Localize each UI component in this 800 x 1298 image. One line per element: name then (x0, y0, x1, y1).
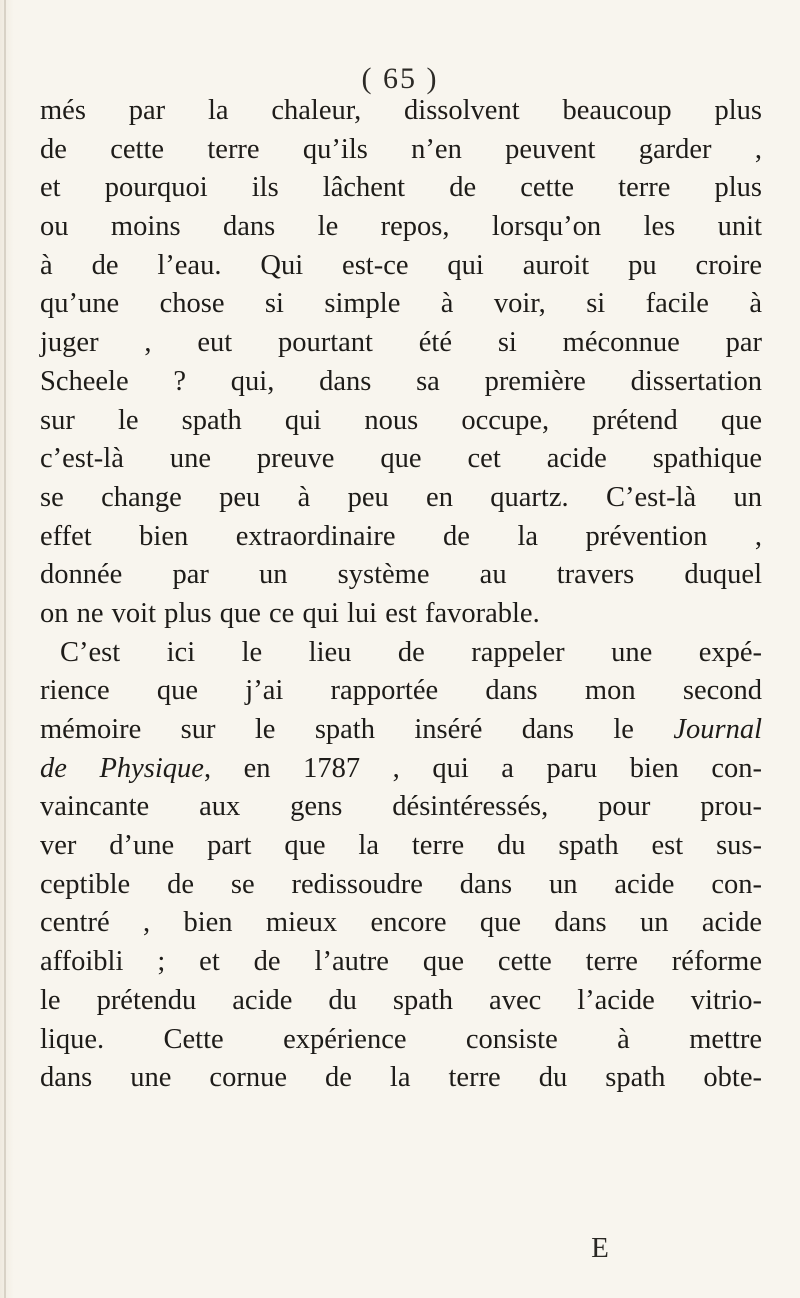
text-line: rience que j’ai rapportée dans mon second (40, 675, 762, 707)
text-line: juger , eut pourtant été si méconnue par (40, 327, 762, 359)
text-line: Scheele ? qui, dans sa première dissertation (40, 365, 762, 397)
text-line: se change peu à peu en quartz. C’est-là un (40, 481, 762, 513)
text-line: dans une cornue de la terre du spath obte- (40, 1062, 762, 1094)
page-number: ( 65 ) (361, 62, 439, 95)
text-line: et pourquoi ils lâchent de cette terre plus (40, 172, 762, 204)
text-line: vaincante aux gens désintéressés, pour prou- (40, 791, 762, 823)
text-line-part: mémoire sur le spath inséré dans le (40, 714, 634, 745)
text-line: effet bien extraordinaire de la prévention , (40, 520, 762, 552)
text-line: més par la chaleur, dissolvent beaucoup plus (40, 95, 762, 126)
text-line: lique. Cette expérience consiste à mettre (40, 1023, 762, 1055)
text-line: ou moins dans le repos, lorsqu’on les unit (40, 211, 762, 243)
journal-title-cont: de Physique (40, 752, 204, 784)
text-line (40, 711, 762, 750)
text-line: donnée par un système au travers duquel (40, 559, 762, 591)
text-line-part: , en 1787 , qui a paru bien con- (203, 752, 762, 784)
text-line: c’est-là une preuve que cet acide spathique (40, 443, 762, 475)
text-line: le prétendu acide du spath avec l’acide vitrio- (40, 984, 762, 1016)
text-line (40, 750, 762, 789)
text-line: ver d’une part que la terre du spath est sus- (40, 830, 762, 862)
text-line: affoibli ; et de l’autre que cette terre réforme (40, 946, 762, 978)
text-line: qu’une chose si simple à voir, si facile à (40, 288, 762, 320)
signature-mark: E (591, 1232, 609, 1264)
journal-title: Journal (673, 714, 762, 745)
text-line: à de l’eau. Qui est-ce qui auroit pu croire (40, 249, 762, 281)
page-edge (4, 0, 6, 1298)
text-line: on ne voit plus que ce qui lui est favorable. (40, 597, 540, 629)
text-line: centré , bien mieux encore que dans un acide (40, 907, 762, 939)
body-text (40, 92, 762, 1098)
text-line: de cette terre qu’ils n’en peuvent garder , (40, 133, 762, 165)
text-line: C’est ici le lieu de rappeler une expé- (60, 636, 762, 668)
text-line: sur le spath qui nous occupe, prétend que (40, 404, 762, 436)
text-line: ceptible de se redissoudre dans un acide con- (40, 868, 762, 900)
